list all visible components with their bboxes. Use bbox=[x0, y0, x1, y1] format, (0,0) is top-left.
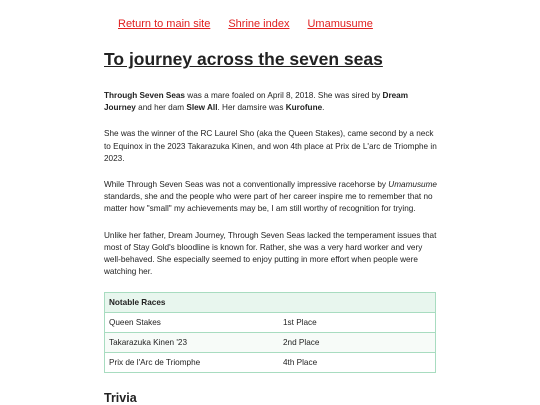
inspiration-text-1: While Through Seven Seas was not a conventionally impressive racehorse by bbox=[104, 180, 389, 190]
race-name: Takarazuka Kinen '23 bbox=[105, 333, 280, 353]
table-row bbox=[105, 313, 436, 333]
intro-text-3: . Her damsire was bbox=[217, 103, 286, 113]
nav-link-shrine-index[interactable]: Shrine index bbox=[228, 18, 290, 30]
career-paragraph: She was the winner of the RC Laurel Sho (aka the Queen Stakes), came second by a neck to Equinox in the 2023 Takarazuka Kinen, and won 4th place at Prix de L'arc de Triomphe in 2023. bbox=[104, 129, 437, 163]
race-place: 1st Place bbox=[279, 313, 436, 333]
horse-name: Through Seven Seas bbox=[104, 91, 185, 100]
main-content bbox=[104, 48, 440, 405]
inspiration-paragraph bbox=[104, 179, 440, 216]
intro-paragraph bbox=[104, 90, 440, 114]
top-nav bbox=[118, 18, 391, 30]
trivia-heading: Trivia bbox=[104, 391, 137, 405]
race-name: Prix de l'Arc de Triomphe bbox=[105, 353, 280, 373]
damsire-name: Kurofune bbox=[285, 103, 323, 113]
table-row bbox=[105, 333, 436, 353]
race-name: Queen Stakes bbox=[105, 313, 280, 333]
table-row bbox=[105, 353, 436, 373]
inspiration-text-2: standards, she and the people who were part of her career inspire me to remember that no matter how "small" my achievements may be, I am still worthy of recognition for trying. bbox=[104, 192, 433, 214]
nav-link-umamusume[interactable]: Umamusume bbox=[307, 18, 373, 30]
intro-text-2: and her dam bbox=[135, 103, 187, 113]
race-place: 2nd Place bbox=[279, 333, 436, 353]
intro-text-4: . bbox=[322, 103, 325, 113]
table-header: Notable Races bbox=[105, 293, 436, 313]
notable-races-table bbox=[104, 292, 436, 373]
umamusume-italic: Umamusume bbox=[388, 180, 437, 190]
temperament-paragraph: Unlike her father, Dream Journey, Through Seven Seas lacked the temperament issues that most of Stay Gold's bloodline is known for. Rather, she was a very hard worker and very well-behaved. She especially seemed to enjoy putting in more effort when people were watching her. bbox=[104, 230, 437, 277]
page-title: To journey across the seven seas bbox=[104, 49, 383, 69]
nav-link-main-site[interactable]: Return to main site bbox=[118, 18, 211, 30]
race-place: 4th Place bbox=[279, 353, 436, 373]
sire-name: Dream Journey bbox=[104, 91, 409, 113]
intro-text-1: was a mare foaled on April 8, 2018. She was sired by bbox=[185, 91, 383, 100]
dam-name: Slew All bbox=[186, 103, 218, 113]
